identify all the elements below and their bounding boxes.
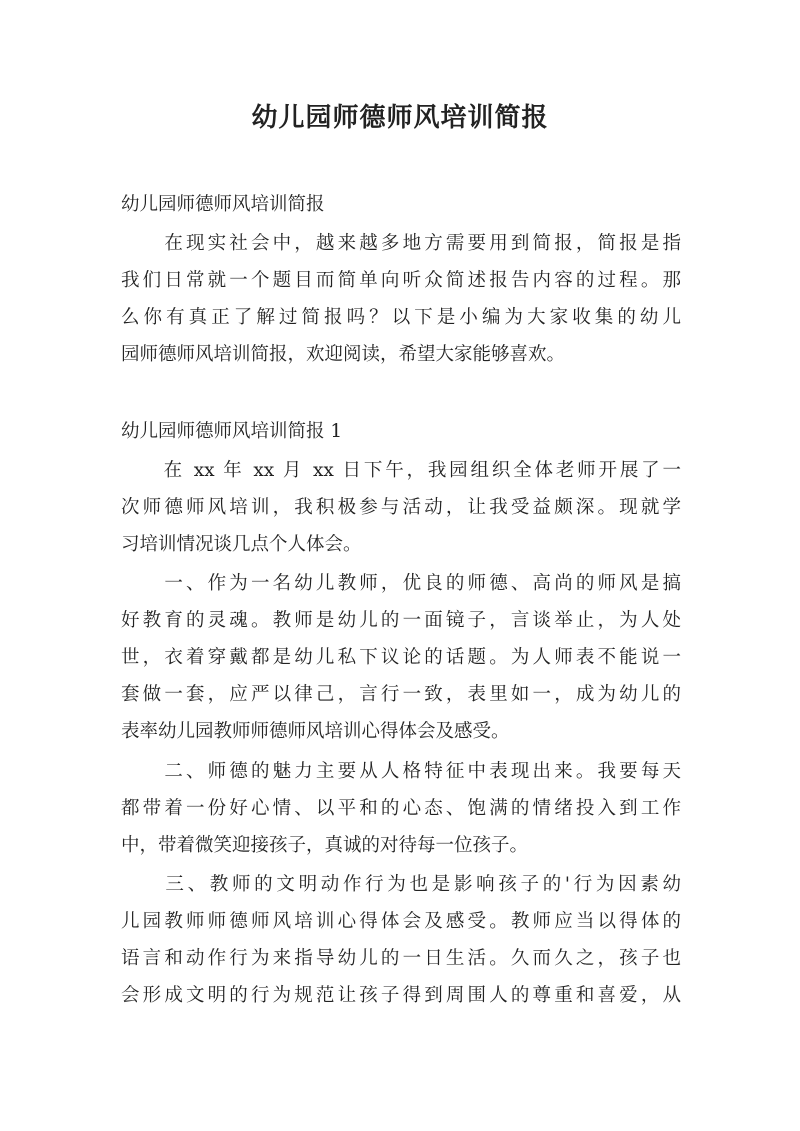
text-line: 一、作为一名幼儿教师，优良的师德、高尚的师风是搞 <box>121 573 681 594</box>
text-line: 二、师德的魅力主要从人格特征中表现出来。我要每天 <box>121 761 681 782</box>
paragraph-3 <box>121 753 681 864</box>
text-line: 次师德师风培训，我积极参与活动，让我受益颇深。现就学 <box>121 497 681 518</box>
text-line: 中，带着微笑迎接孩子，真诚的对待每一位孩子。 <box>121 835 529 856</box>
text-line: 在现实社会中，越来越多地方需要用到简报，简报是指 <box>121 233 681 254</box>
paragraph-4 <box>121 866 681 1014</box>
text-line: 儿园教师师德师风培训心得体会及感受。教师应当以得体的 <box>121 911 681 932</box>
text-line: 都带着一份好心情、以平和的心态、饱满的情绪投入到工作 <box>121 798 681 819</box>
text-line: 么你有真正了解过简报吗？以下是小编为大家收集的幼儿 <box>121 307 681 328</box>
page-title: 幼儿园师德师风培训简报 <box>251 103 549 133</box>
paragraph-1 <box>121 452 681 563</box>
text-line: 三、教师的文明动作行为也是影响孩子的'行为因素幼 <box>121 874 681 895</box>
text-line: 套做一套，应严以律己，言行一致，表里如一，成为幼儿的 <box>121 684 681 705</box>
text-line: 会形成文明的行为规范让孩子得到周围人的尊重和喜爱，从 <box>121 985 681 1006</box>
paragraph-2 <box>121 565 681 750</box>
section-heading: 幼儿园师德师风培训简报 1 <box>121 421 343 442</box>
text-line: 表率幼儿园教师师德师风培训心得体会及感受。 <box>121 721 510 742</box>
text-line: 好教育的灵魂。教师是幼儿的一面镜子，言谈举止，为人处 <box>121 610 681 631</box>
document-subtitle: 幼儿园师德师风培训简报 <box>121 194 325 215</box>
text-line: 语言和动作行为来指导幼儿的一日生活。久而久之，孩子也 <box>121 948 681 969</box>
text-line: 我们日常就一个题目而简单向听众简述报告内容的过程。那 <box>121 270 681 291</box>
text-line: 世，衣着穿戴都是幼儿私下议论的话题。为人师表不能说一 <box>121 647 681 668</box>
text-line: 习培训情况谈几点个人体会。 <box>121 534 362 555</box>
intro-paragraph <box>121 225 681 373</box>
text-line: 在 xx 年 xx 月 xx 日下午，我园组织全体老师开展了一 <box>121 460 681 481</box>
text-line: 园师德师风培训简报，欢迎阅读，希望大家能够喜欢。 <box>121 344 566 365</box>
